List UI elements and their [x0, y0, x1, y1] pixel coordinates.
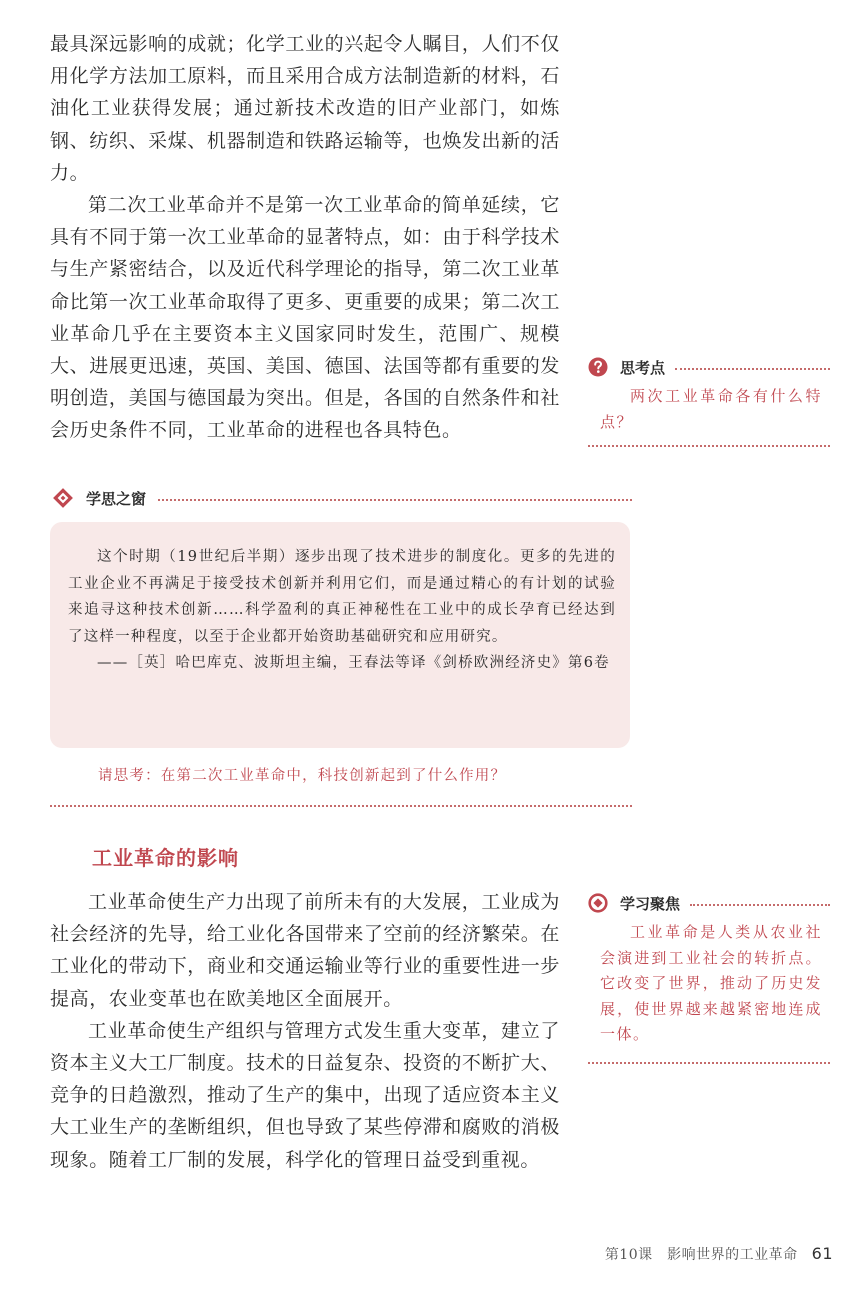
window-title: 学思之窗 [86, 489, 147, 508]
page-number: 61 [811, 1244, 833, 1263]
page-footer [605, 1244, 833, 1264]
main-text-top [50, 28, 560, 447]
paragraph: 第二次工业革命并不是第一次工业革命的简单延续，它具有不同于第一次工业革命的显著特点，如：由于科学技术与生产紧密结合，以及近代科学理论的指导，第二次工业革命比第一次工业革命取得了更多、更重要的成果；第二次工业革命几乎在主要资本主义国家同时发生，范围广、规模大、进展更迅速，英国、美国、德国、法国等都有重要的发明创造，美国与德国最为突出。但是，各国的自然条件和社会历史条件不同，工业革命的进程也各具特色。 [50, 194, 560, 442]
divider [690, 904, 830, 906]
sidebar-focus-text: 工业革命是人类从农业社会演进到工业社会的转折点。它改变了世界，推动了历史发展，使世界越来越紧密地连成一体。 [600, 923, 822, 1043]
divider [588, 1062, 830, 1064]
paragraph: 工业革命使生产力出现了前所未有的大发展，工业成为社会经济的先导，给工业化各国带来了空前的经济繁荣。在工业化的带动下，商业和交通运输业等行业的重要性进一步提高，农业变革也在欧美地区全面展开。 [50, 891, 560, 1010]
quote-text: 这个时期（19世纪后半期）逐步出现了技术进步的制度化。更多的先进的工业企业不再满足于接受技术创新并利用它们，而是通过精心的有计划的试验来追寻这种技术创新……科学盈利的真正神秘性在工业中的成长孕育已经达到了这样一种程度，以至于企业都开始资助基础研究和应用研究。 [68, 549, 616, 645]
section-title: 工业革命的影响 [92, 846, 239, 870]
window-header [52, 487, 632, 509]
target-icon [588, 893, 608, 913]
paragraph: 工业革命使生产组织与管理方式发生重大变革，建立了资本主义大工厂制度。技术的日益复杂、投资的不断扩大、竞争的日趋激烈，推动了生产的集中，出现了适应资本主义大工业生产的垄断组织，但也导致了某些停滞和腐败的消极现象。随着工厂制的发展，科学化的管理日益受到重视。 [50, 1019, 560, 1171]
sidebar-think-header [588, 356, 830, 378]
divider [50, 805, 632, 807]
sidebar-focus-title: 学习聚焦 [620, 894, 681, 913]
diamond-emblem-icon [52, 487, 74, 509]
sidebar-think-text: 两次工业革命各有什么特点？ [600, 387, 822, 431]
sidebar-think-title: 思考点 [620, 358, 666, 377]
divider [588, 445, 830, 447]
sidebar-focus-header [588, 892, 830, 914]
divider [675, 368, 830, 370]
divider [158, 499, 632, 501]
sidebar-focus [588, 892, 830, 1064]
lesson-title: 第10课 影响世界的工业革命 [604, 1247, 798, 1263]
paragraph: 最具深远影响的成就；化学工业的兴起令人瞩目，人们不仅用化学方法加工原料，而且采用合成方法制造新的材料，石油化工业获得发展；通过新技术改造的旧产业部门，如炼钢、纺织、采煤、机器制造和铁路运输等，也焕发出新的活力。 [50, 33, 560, 184]
think-question: 请思考：在第二次工业革命中，科技创新起到了什么作用？ [98, 768, 507, 784]
question-circle-icon [588, 357, 608, 377]
quote-box [50, 522, 630, 748]
main-text-bottom [50, 886, 560, 1176]
sidebar-think-point [588, 356, 830, 447]
quote-source: ——［英］哈巴库克、波斯坦主编，王春法等译《剑桥欧洲经济史》第6卷 [97, 655, 610, 671]
